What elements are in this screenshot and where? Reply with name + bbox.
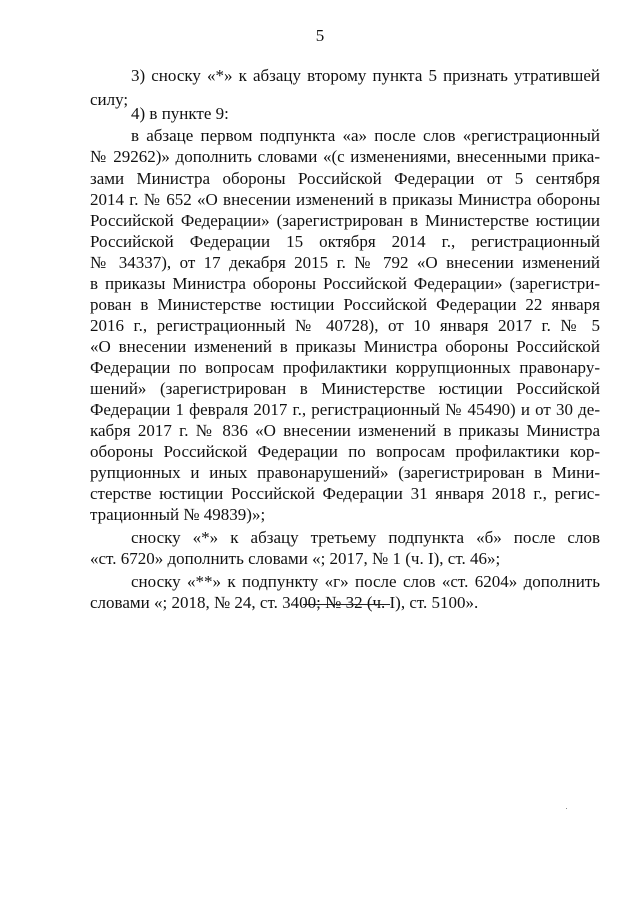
text-line: № 29262)» дополнить словами «(с изменениями, внесенными прика- bbox=[90, 147, 600, 166]
text-line: трационный № 49839)»; bbox=[90, 505, 266, 524]
text-line: обороны Российской Федерации по вопросам профилактики кор- bbox=[90, 442, 600, 461]
text-line: 2016 г., регистрационный № 40728), от 10 января 2017 г. № 5 bbox=[90, 316, 600, 335]
text-line: 3) сноску «*» к абзацу второму пункта 5 признать утратившей bbox=[131, 66, 600, 85]
text-line: силу; bbox=[90, 90, 129, 109]
text-line: 4) в пункте 9: bbox=[131, 104, 229, 123]
text-line: 2014 г. № 652 «О внесении изменений в приказы Министра обороны bbox=[90, 190, 600, 209]
text-line: рован в Министерстве юстиции Российской Федерации 22 января bbox=[90, 295, 600, 314]
text-line: № 34337), от 17 декабря 2015 г. № 792 «О внесении изменений bbox=[90, 253, 600, 272]
text-line: в абзаце первом подпункта «а» после слов «регистрационный bbox=[131, 126, 600, 145]
text-line: кабря 2017 г. № 836 «О внесении изменений в приказы Министра bbox=[90, 421, 600, 440]
text-line: Федерации 1 февраля 2017 г., регистрационный № 45490) и от 30 де- bbox=[90, 400, 600, 419]
text-line: Российской Федерации» (зарегистрирован в Министерстве юстиции bbox=[90, 211, 600, 230]
text-line: стерстве юстиции Российской Федерации 31 января 2018 г., регис- bbox=[90, 484, 600, 503]
page-number: 5 bbox=[315, 26, 325, 45]
text-line: Федерации по вопросам профилактики коррупционных правонару- bbox=[90, 358, 600, 377]
text-line: в приказы Министра обороны Российской Федерации» (зарегистри- bbox=[90, 274, 600, 293]
text-line: «ст. 6720» дополнить словами «; 2017, № 1 (ч. I), ст. 46»; bbox=[90, 549, 501, 568]
text-line: Российской Федерации 15 октября 2014 г., регистрационный bbox=[90, 232, 600, 251]
separator-line bbox=[303, 604, 390, 605]
text-line: зами Министра обороны Российской Федерации от 5 сентября bbox=[90, 169, 600, 188]
text-line: словами «; 2018, № 24, ст. 3400; № 32 (ч. I), ст. 5100». bbox=[90, 593, 479, 612]
text-line: шений» (зарегистрирован в Министерстве юстиции Российской bbox=[90, 379, 600, 398]
text-line: сноску «*» к абзацу третьему подпункта «б» после слов bbox=[131, 528, 600, 547]
scan-speck bbox=[566, 808, 567, 809]
text-line: рупционных и иных правонарушений» (зарегистрирован в Мини- bbox=[90, 463, 600, 482]
text-line: «О внесении изменений в приказы Министра обороны Российской bbox=[90, 337, 600, 356]
text-line: сноску «**» к подпункту «г» после слов «ст. 6204» дополнить bbox=[131, 572, 600, 591]
